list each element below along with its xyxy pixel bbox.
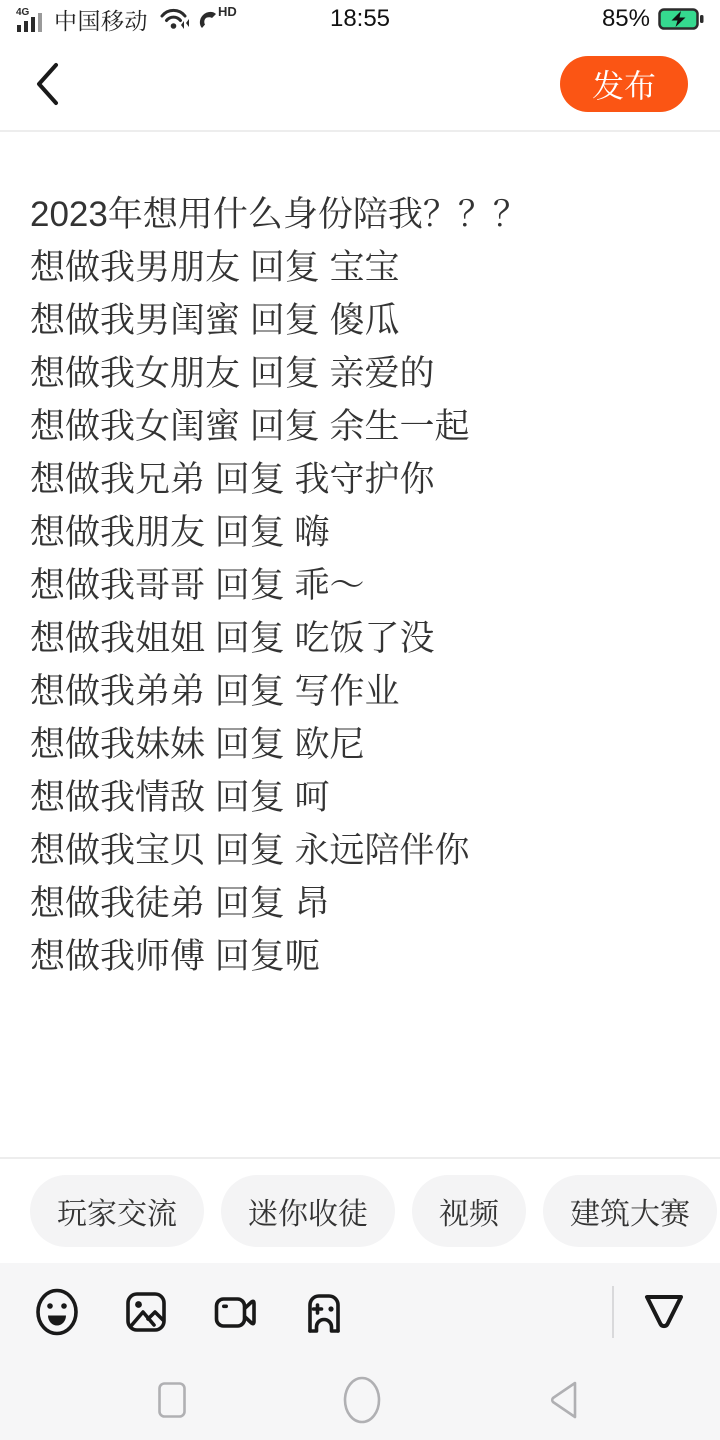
image-icon[interactable] [122, 1288, 170, 1336]
post-body-line[interactable]: 想做我女闺蜜 回复 余生一起 [30, 407, 470, 446]
home-circle-icon [342, 1375, 382, 1425]
compose-area[interactable] [0, 132, 720, 1157]
post-body-line[interactable]: 想做我兄弟 回复 我守护你 [30, 460, 435, 499]
nav-recents-button[interactable] [142, 1360, 202, 1440]
status-right-group [602, 5, 704, 33]
post-body-line[interactable]: 想做我姐姐 回复 吃饭了没 [30, 619, 435, 658]
collapse-triangle-icon[interactable] [640, 1288, 688, 1336]
post-body-line[interactable]: 想做我男朋友 回复 宝宝 [30, 248, 400, 287]
tag-chip-video[interactable]: 视频 [412, 1175, 526, 1247]
attachment-toolbar [0, 1263, 720, 1360]
recents-square-icon [157, 1381, 187, 1419]
network-type-label: 4G [16, 6, 30, 18]
battery-charging-icon [658, 7, 704, 31]
hd-label: HD [218, 4, 237, 19]
carrier-label: 中国移动 [54, 7, 148, 34]
post-body-line[interactable]: 想做我弟弟 回复 写作业 [30, 672, 400, 711]
status-bar [0, 0, 720, 38]
back-triangle-icon [545, 1378, 583, 1422]
video-icon[interactable] [211, 1288, 259, 1336]
post-body-line[interactable]: 想做我妹妹 回复 欧尼 [30, 725, 365, 764]
post-body-line[interactable]: 想做我宝贝 回复 永远陪伴你 [30, 831, 470, 870]
clock: 18:55 [329, 5, 391, 32]
editor-header [0, 38, 720, 132]
post-body-line[interactable]: 想做我情敌 回复 呵 [30, 778, 330, 817]
toolbar-divider [612, 1286, 614, 1338]
post-body-line[interactable]: 想做我哥哥 回复 乖～ [30, 566, 365, 605]
publish-button[interactable]: 发布 [560, 56, 688, 112]
nav-home-button[interactable] [332, 1360, 392, 1440]
post-body-line[interactable]: 想做我男闺蜜 回复 傻瓜 [30, 301, 400, 340]
back-button[interactable] [32, 59, 76, 109]
tag-chip-mini-apprentice[interactable]: 迷你收徒 [221, 1175, 395, 1247]
nav-back-button[interactable] [534, 1360, 594, 1440]
post-body-line[interactable]: 想做我女朋友 回复 亲爱的 [30, 354, 435, 393]
post-title[interactable]: 2023年想用什么身份陪我？？？ [30, 195, 528, 234]
post-body-line[interactable]: 想做我朋友 回复 嗨 [30, 513, 330, 552]
emoji-icon[interactable] [33, 1288, 81, 1336]
android-nav-bar [0, 1360, 720, 1440]
game-icon[interactable] [300, 1288, 348, 1336]
post-body-line[interactable]: 想做我徒弟 回复 昂 [30, 884, 330, 923]
chevron-left-icon [32, 61, 62, 107]
battery-percent-label: 85% [601, 5, 650, 32]
tag-chip-player-chat[interactable]: 玩家交流 [30, 1175, 204, 1247]
tag-chip-building-contest[interactable]: 建筑大赛 [543, 1175, 717, 1247]
post-body-line[interactable]: 想做我师傅 回复呃 [30, 937, 320, 976]
topic-tag-row [0, 1157, 720, 1263]
